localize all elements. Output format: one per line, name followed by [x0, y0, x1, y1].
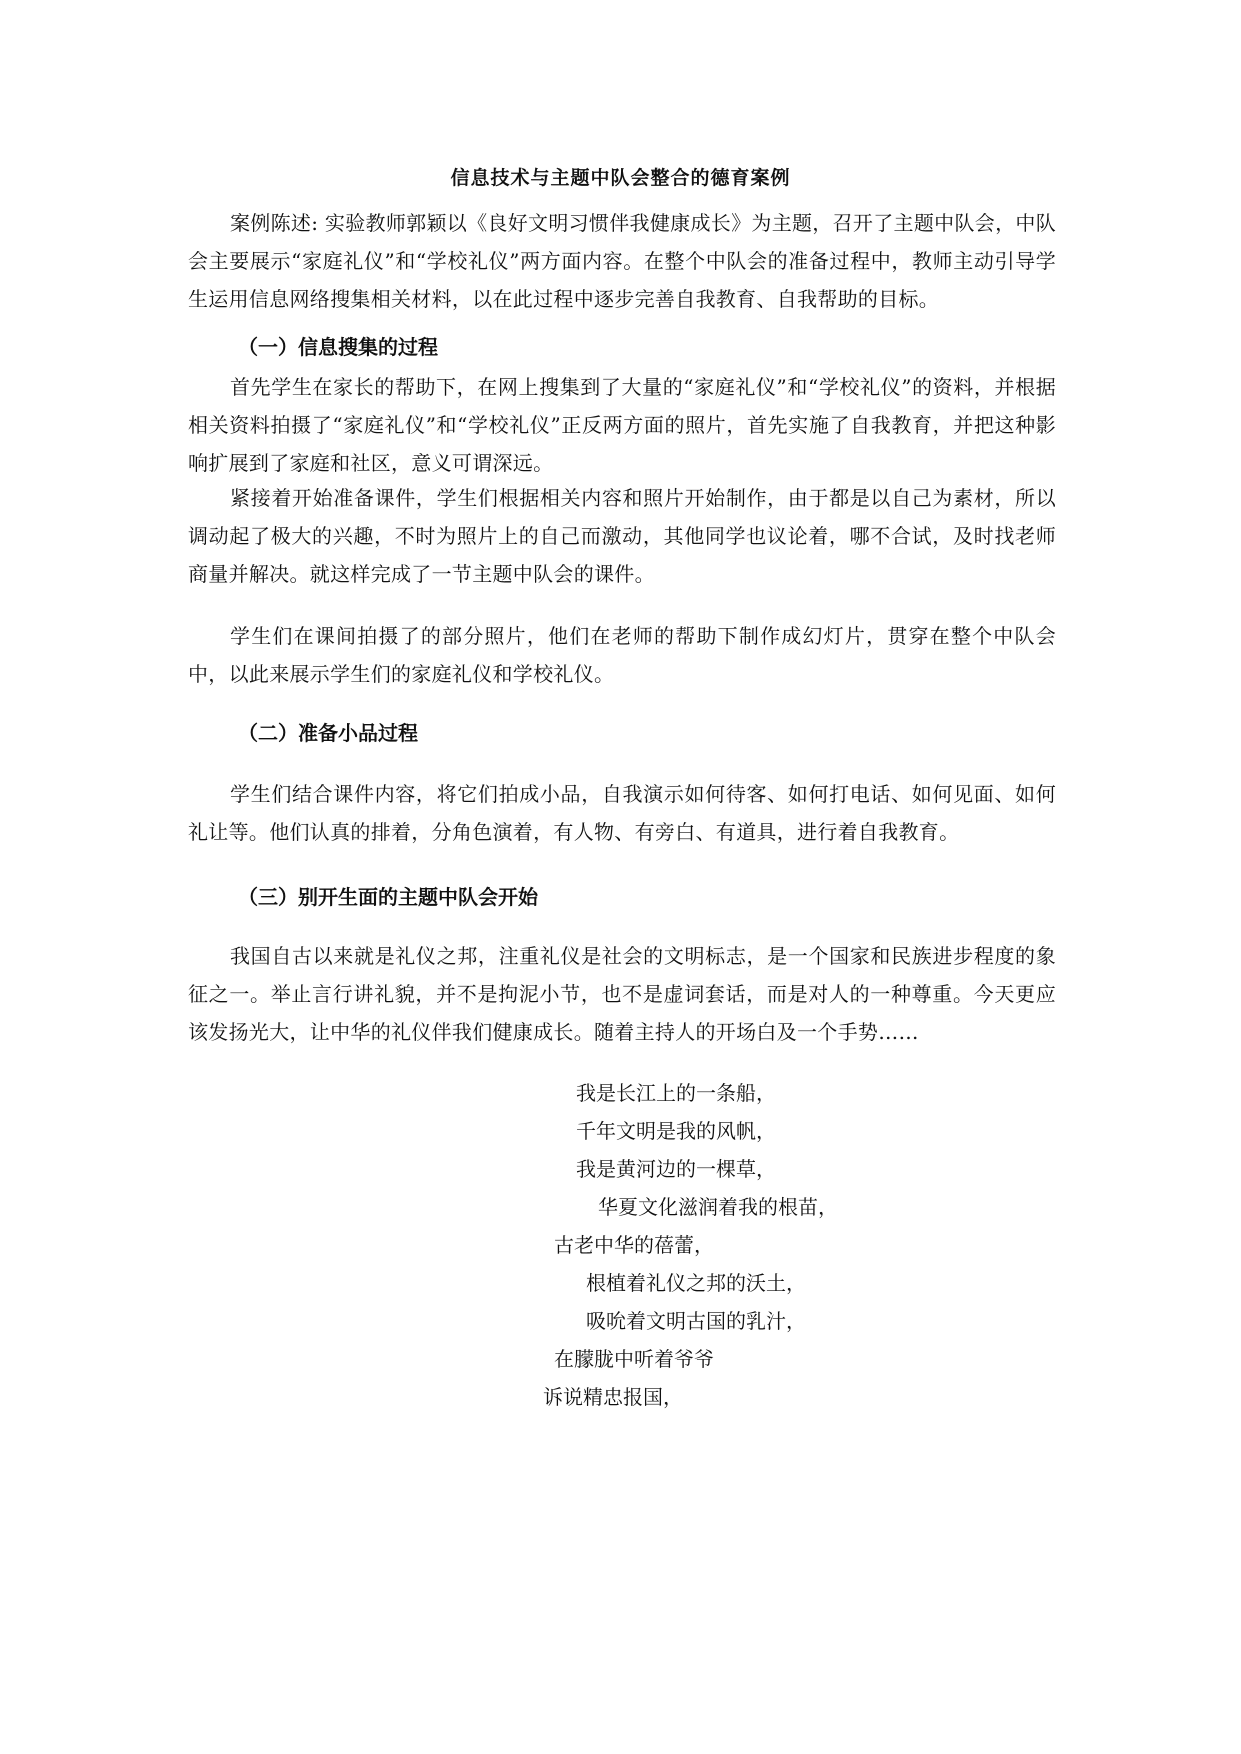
poem-line: 根植着礼仪之邦的沃土， — [586, 1271, 806, 1295]
document-title: 信息技术与主题中队会整合的德育案例 — [450, 167, 791, 189]
poem-line: 吸吮着文明古国的乳汁， — [586, 1309, 806, 1333]
poem-line: 诉说精忠报国， — [543, 1385, 683, 1409]
poem-line: 华夏文化滋润着我的根苗， — [598, 1195, 838, 1219]
section-heading-2: （二）准备小品过程 — [238, 721, 418, 745]
poem-line: 在朦胧中听着爷爷 — [554, 1347, 714, 1371]
section-heading-1: （一）信息搜集的过程 — [238, 335, 438, 359]
body-paragraph: 首先学生在家长的帮助下，在网上搜集到了大量的“家庭礼仪”和“学校礼仪”的资料，并根据相关资料拍摄了“家庭礼仪”和“学校礼仪”正反两方面的照片，首先实施了自我教育，并把这种影响扩展到了家庭和社区，意义可谓深远。 — [188, 375, 1056, 475]
body-paragraph: 学生们在课间拍摄了的部分照片，他们在老师的帮助下制作成幻灯片，贯穿在整个中队会中，以此来展示学生们的家庭礼仪和学校礼仪。 — [188, 624, 1056, 686]
body-paragraph: 我国自古以来就是礼仪之邦，注重礼仪是社会的文明标志，是一个国家和民族进步程度的象征之一。举止言行讲礼貌，并不是拘泥小节，也不是虚词套话，而是对人的一种尊重。今天更应该发扬光大，让中华的礼仪伴我们健康成长。随着主持人的开场白及一个手势…… — [188, 944, 1056, 1044]
section-heading-3: （三）别开生面的主题中队会开始 — [238, 885, 538, 909]
body-paragraph: 学生们结合课件内容，将它们拍成小品，自我演示如何待客、如何打电话、如何见面、如何礼让等。他们认真的排着，分角色演着，有人物、有旁白、有道具，进行着自我教育。 — [188, 782, 1056, 844]
poem-line: 千年文明是我的风帆， — [576, 1119, 776, 1143]
poem-line: 我是黄河边的一棵草， — [576, 1157, 776, 1181]
body-paragraph: 紧接着开始准备课件，学生们根据相关内容和照片开始制作，由于都是以自己为素材，所以调动起了极大的兴趣，不时为照片上的自己而激动，其他同学也议论着，哪不合试，及时找老师商量并解决。就这样完成了一节主题中队会的课件。 — [188, 486, 1056, 586]
intro-paragraph: 案例陈述: 实验教师郭颖以《良好文明习惯伴我健康成长》为主题，召开了主题中队会，中队会主要展示“家庭礼仪”和“学校礼仪”两方面内容。在整个中队会的准备过程中，教师主动引导学生运用信息网络搜集相关材料，以在此过程中逐步完善自我教育、自我帮助的目标。 — [188, 211, 1056, 311]
poem-line: 我是长江上的一条船， — [576, 1081, 776, 1105]
poem-line: 古老中华的蓓蕾， — [554, 1233, 714, 1257]
